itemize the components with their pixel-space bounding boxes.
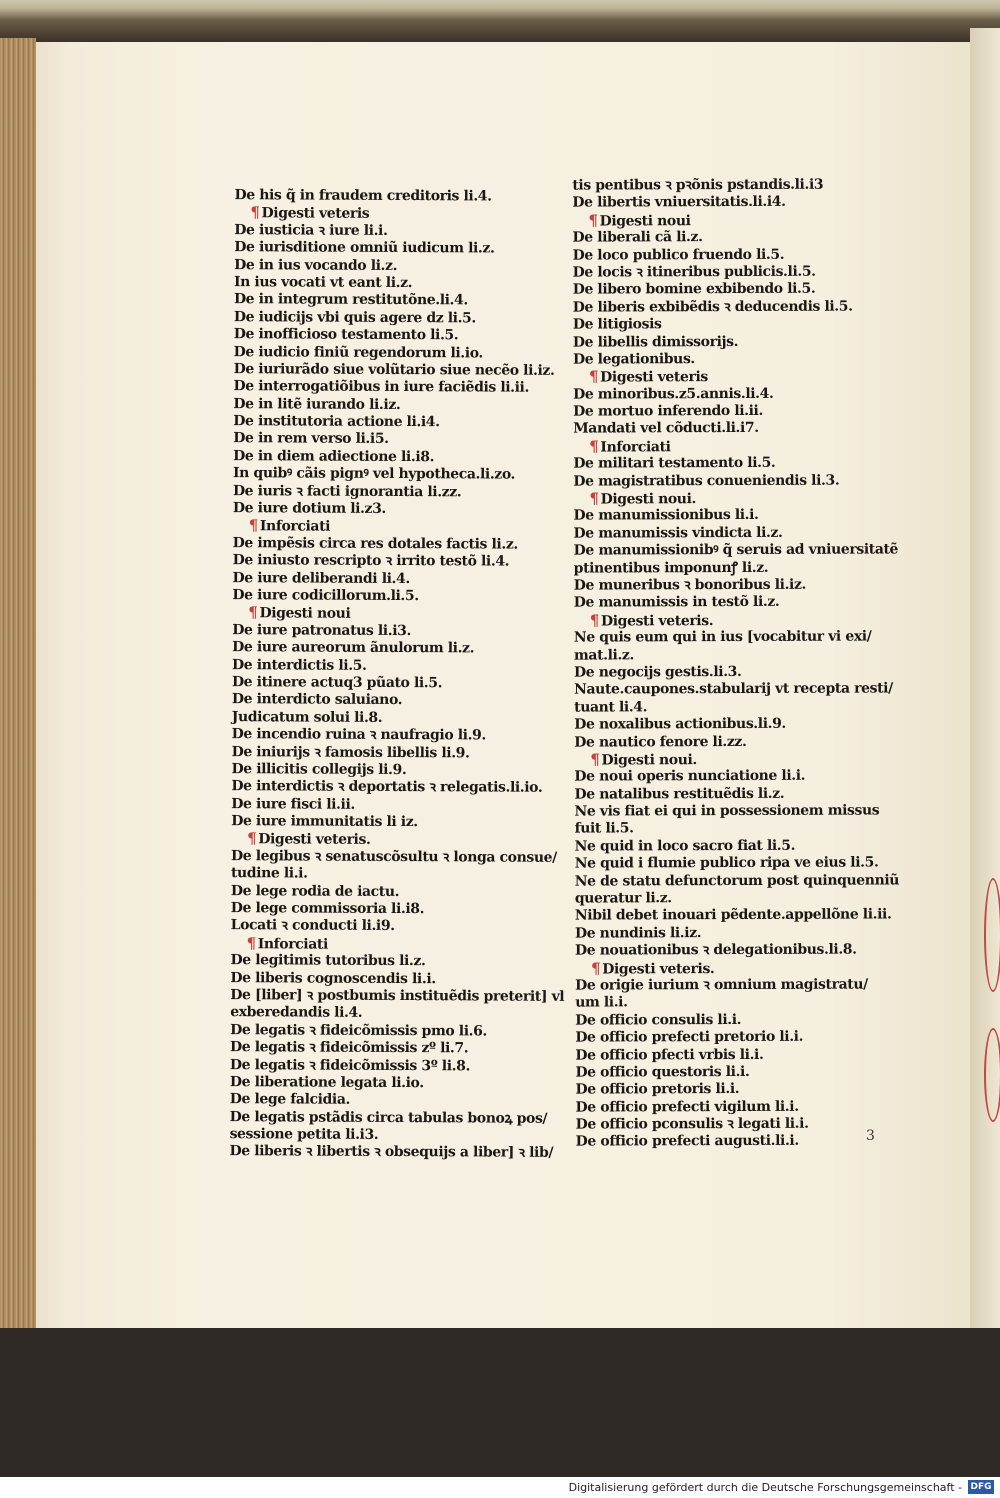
index-entry bbox=[574, 785, 899, 804]
entry-text: De iure fisci li.ii. bbox=[231, 795, 355, 813]
entry-text: De nouationibus ꝛ delegationibus.li.8. bbox=[574, 941, 857, 959]
index-entry bbox=[234, 187, 568, 206]
dfg-logo: DFG bbox=[968, 1480, 994, 1494]
book-top-edge bbox=[0, 0, 1000, 42]
entry-text: Digesti veteris. bbox=[600, 612, 714, 630]
index-entry bbox=[234, 257, 568, 276]
index-entry bbox=[232, 674, 566, 693]
index-entry bbox=[572, 176, 897, 195]
index-entry bbox=[575, 1029, 900, 1048]
index-entry bbox=[233, 500, 567, 519]
index-entry bbox=[234, 344, 568, 363]
entry-text: De noui operis nunciatione li.i. bbox=[574, 768, 806, 785]
index-entry bbox=[232, 570, 566, 589]
index-entry bbox=[574, 646, 899, 665]
index-entry bbox=[574, 524, 899, 543]
entry-text: um li.i. bbox=[575, 994, 628, 1011]
entry-text: De iure dotium li.z3. bbox=[232, 500, 386, 517]
entry-text: De [liber] ꝛ postbumis instituẽdis preterit] vl bbox=[230, 987, 565, 1005]
entry-text: De institutoria actione li.i4. bbox=[233, 413, 440, 431]
index-entry bbox=[232, 639, 566, 658]
section-heading bbox=[573, 368, 898, 387]
index-entry bbox=[230, 970, 564, 989]
index-entry bbox=[229, 1144, 563, 1163]
index-entry bbox=[573, 350, 898, 369]
index-entry bbox=[232, 622, 566, 641]
entry-text: In quibꝰ cãis pignꝰ vel hypotheca.li.zo. bbox=[233, 465, 516, 483]
index-entry bbox=[233, 396, 567, 415]
entry-text: De iuriurãdo siue volũtario siue necẽo li.iz. bbox=[233, 361, 555, 379]
index-entry bbox=[231, 761, 565, 780]
entry-text: sessione petita li.i3. bbox=[229, 1126, 379, 1143]
index-entry bbox=[230, 1126, 564, 1145]
rubric-paragraph-icon: ¶ bbox=[246, 934, 256, 953]
index-entry bbox=[573, 403, 898, 422]
entry-text: De nundinis li.iz. bbox=[574, 924, 702, 942]
index-entry bbox=[233, 413, 567, 432]
red-initial-fragment bbox=[984, 878, 1000, 992]
entry-text: Inforciati bbox=[259, 518, 331, 536]
entry-text: De natalibus restituẽdis li.z. bbox=[574, 785, 785, 803]
index-entry bbox=[574, 594, 899, 613]
entry-text: De legibus ꝛ senatuscõsultu ꝛ longa consue/ bbox=[231, 847, 557, 866]
index-entry bbox=[234, 309, 568, 328]
entry-text: De in rem verso li.i5. bbox=[233, 430, 389, 448]
index-entry bbox=[231, 848, 565, 867]
index-entry bbox=[230, 987, 564, 1006]
entry-text: De legatis ꝛ fideicõmissis 3º li.8. bbox=[229, 1056, 470, 1074]
entry-text: De liberis ꝛ libertis ꝛ obsequijs a liber] ꝛ lib/ bbox=[229, 1143, 554, 1162]
entry-text: exberedandis li.4. bbox=[230, 1004, 363, 1022]
entry-text: De iure aureorum ãnulorum li.z. bbox=[232, 639, 475, 657]
index-entry bbox=[230, 1022, 564, 1041]
section-heading bbox=[231, 831, 565, 850]
entry-text: In ius vocati vt eant li.z. bbox=[234, 274, 413, 292]
signature-mark: 3 bbox=[866, 1128, 875, 1144]
entry-text: Digesti veteris. bbox=[258, 831, 371, 849]
entry-text: De liberis exbibẽdis ꝛ deducendis li.5. bbox=[572, 298, 853, 316]
entry-text: De interdicto saluiano. bbox=[231, 691, 403, 709]
index-entry bbox=[575, 994, 900, 1013]
digitization-footer bbox=[0, 1477, 1000, 1498]
section-heading bbox=[573, 489, 898, 508]
rubric-paragraph-icon: ¶ bbox=[589, 437, 599, 456]
index-entry bbox=[575, 1011, 900, 1030]
entry-text: mat.li.z. bbox=[573, 646, 634, 664]
index-entry bbox=[574, 576, 899, 595]
entry-text: De incendio ruina ꝛ naufragio li.9. bbox=[231, 726, 486, 744]
entry-text: De libero bomine exbibendo li.5. bbox=[572, 281, 816, 298]
entry-text: De officio prefecti augusti.li.i. bbox=[575, 1133, 799, 1151]
entry-text: De iudicio finiũ regendorum li.io. bbox=[233, 343, 483, 361]
index-entry bbox=[574, 681, 899, 700]
entry-text: tuant li.4. bbox=[574, 699, 648, 716]
index-entry bbox=[230, 1074, 564, 1093]
entry-text: Digesti noui. bbox=[601, 752, 697, 769]
entry-text: Digesti veteris bbox=[600, 369, 708, 386]
entry-text: De iniurijs ꝛ famosis libellis li.9. bbox=[231, 743, 470, 761]
index-entry bbox=[231, 900, 565, 919]
entry-text: tudine li.i. bbox=[230, 865, 308, 882]
entry-text: De officio pconsulis ꝛ legati li.i. bbox=[575, 1115, 809, 1133]
index-entry bbox=[230, 952, 564, 971]
index-entry bbox=[575, 942, 900, 961]
rubric-paragraph-icon: ¶ bbox=[247, 829, 257, 848]
index-entry bbox=[573, 472, 898, 491]
entry-text: De in diem adiectione li.i8. bbox=[233, 447, 435, 466]
entry-text: De iudicijs vbi quis agere dz li.5. bbox=[233, 308, 476, 327]
index-entry bbox=[575, 976, 900, 995]
entry-text: De interrogatiõibus in iure faciẽdis li.ii. bbox=[233, 378, 530, 396]
index-entry bbox=[230, 1004, 564, 1023]
index-entry bbox=[233, 448, 567, 467]
index-entry bbox=[575, 889, 900, 908]
entry-text: De locis ꝛ itineribus publicis.li.5. bbox=[572, 263, 816, 281]
index-entry bbox=[574, 629, 899, 648]
entry-text: De in integrum restitutõne.li.4. bbox=[233, 291, 468, 309]
entry-text: Naute.caupones.stabularij vt recepta resti/ bbox=[574, 680, 893, 698]
index-entry bbox=[574, 698, 899, 717]
entry-text: Ne quid in loco sacro fiat li.5. bbox=[574, 837, 796, 855]
entry-text: De loco publico fruendo li.5. bbox=[572, 246, 785, 264]
index-entry bbox=[233, 465, 567, 484]
rubric-paragraph-icon: ¶ bbox=[589, 489, 599, 508]
entry-text: De officio prefecti pretorio li.i. bbox=[575, 1028, 804, 1046]
entry-text: De liberatione legata li.io. bbox=[229, 1074, 424, 1092]
index-entry bbox=[573, 298, 898, 317]
entry-text: De libellis dimissorijs. bbox=[572, 333, 739, 351]
entry-text: Nibil debet inouari pẽdente.appellõne li.ii. bbox=[574, 906, 892, 924]
index-entry bbox=[573, 455, 898, 474]
entry-text: De minoribus.z5.annis.li.4. bbox=[573, 385, 774, 403]
index-entry bbox=[232, 709, 566, 728]
entry-text: De iurisditione omniũ iudicum li.z. bbox=[234, 239, 495, 257]
entry-text: De lege rodia de iactu. bbox=[230, 882, 400, 900]
entry-text: De lege falcidia. bbox=[229, 1091, 351, 1109]
index-entry bbox=[231, 865, 565, 884]
index-entry bbox=[573, 263, 898, 282]
entry-text: De officio pfecti vrbis li.i. bbox=[575, 1046, 764, 1064]
footer-credit: Digitalisierung gefördert durch die Deutsche Forschungsgemeinschaft - bbox=[568, 1481, 962, 1494]
index-entry bbox=[231, 813, 565, 832]
index-entry bbox=[234, 291, 568, 310]
index-entry bbox=[575, 924, 900, 943]
entry-text: De manumissionibꝰ q̃ seruis ad vniuersitatẽ bbox=[573, 541, 899, 559]
entry-text: De origie iurium ꝛ omnium magistratu/ bbox=[575, 976, 868, 994]
index-entry bbox=[573, 333, 898, 352]
entry-text: Digesti noui. bbox=[600, 491, 696, 508]
index-entry bbox=[231, 796, 565, 815]
index-entry bbox=[233, 483, 567, 502]
index-entry bbox=[232, 744, 566, 763]
rubric-paragraph-icon: ¶ bbox=[248, 603, 258, 622]
entry-text: De officio prefecti vigilum li.i. bbox=[575, 1098, 799, 1116]
entry-text: Ne de statu defunctorum post quinquenniũ bbox=[574, 872, 900, 890]
section-heading bbox=[233, 518, 567, 537]
index-entry bbox=[575, 855, 900, 874]
entry-text: De itinere actuq3 pũato li.5. bbox=[231, 674, 443, 692]
index-entry bbox=[234, 222, 568, 241]
entry-text: De iure immunitatis li iz. bbox=[231, 813, 418, 831]
index-entry bbox=[574, 559, 899, 578]
entry-text: tis pentibus ꝛ pꝛõnis pstandis.li.i3 bbox=[572, 176, 824, 194]
rubric-paragraph-icon: ¶ bbox=[590, 750, 600, 769]
entry-text: De legitimis tutoribus li.z. bbox=[230, 952, 426, 970]
index-entry bbox=[575, 1063, 900, 1082]
entry-text: De in litẽ iurando li.iz. bbox=[233, 395, 401, 413]
index-entry bbox=[572, 194, 897, 213]
entry-text: De manumissionibus li.i. bbox=[573, 507, 759, 524]
entry-text: De magistratibus conueniendis li.3. bbox=[573, 472, 840, 490]
section-heading bbox=[574, 750, 899, 769]
index-entry bbox=[576, 1098, 901, 1117]
entry-text: De negocijs gestis.li.3. bbox=[574, 663, 742, 681]
entry-text: De liberis cognoscendis li.i. bbox=[230, 969, 436, 987]
index-entry bbox=[233, 535, 567, 554]
entry-text: De nautico fenore li.zz. bbox=[574, 733, 747, 751]
entry-text: De illicitis collegijs li.9. bbox=[231, 761, 407, 778]
entry-text: De iure codicillorum.li.5. bbox=[232, 587, 419, 605]
entry-text: De interdictis ꝛ deportatis ꝛ relegatis.li.io. bbox=[231, 778, 543, 797]
index-entry bbox=[573, 281, 898, 300]
section-heading bbox=[575, 959, 900, 978]
entry-text: De muneribus ꝛ bonoribus li.iz. bbox=[573, 576, 807, 594]
index-entry bbox=[231, 918, 565, 937]
scan-background bbox=[0, 1328, 1000, 1477]
index-entry bbox=[234, 274, 568, 293]
entry-text: De litigiosis bbox=[572, 316, 662, 333]
rubric-paragraph-icon: ¶ bbox=[591, 959, 601, 978]
entry-text: De iure patronatus li.i3. bbox=[232, 621, 411, 639]
entry-text: Digesti noui bbox=[599, 212, 691, 230]
index-entry bbox=[232, 726, 566, 745]
entry-text: De iniusto rescripto ꝛ irrito testõ li.4. bbox=[232, 552, 510, 570]
entry-text: De manumissis vindicta li.z. bbox=[573, 524, 783, 542]
index-entry bbox=[576, 1133, 901, 1152]
rubric-paragraph-icon: ¶ bbox=[250, 203, 260, 222]
entry-text: De officio questoris li.i. bbox=[575, 1063, 750, 1081]
entry-text: De manumissis in testõ li.z. bbox=[573, 594, 780, 611]
index-entry bbox=[574, 768, 899, 787]
index-entry bbox=[232, 657, 566, 676]
index-entry bbox=[575, 1046, 900, 1065]
entry-text: De officio pretoris li.i. bbox=[575, 1081, 740, 1098]
entry-text: De mortuo inferendo li.ii. bbox=[573, 402, 763, 420]
entry-text: Digesti veteris. bbox=[602, 960, 715, 978]
entry-text: Digesti veteris bbox=[261, 205, 370, 223]
index-entry bbox=[575, 907, 900, 926]
index-entry bbox=[574, 802, 899, 821]
index-entry bbox=[573, 507, 898, 526]
index-entry bbox=[231, 778, 565, 797]
index-entry bbox=[575, 820, 900, 839]
entry-text: De his q̃ in fraudem creditoris li.4. bbox=[234, 187, 492, 205]
entry-text: De iure deliberandi li.4. bbox=[232, 569, 410, 587]
rubric-paragraph-icon: ¶ bbox=[588, 367, 599, 386]
index-entry bbox=[233, 552, 567, 571]
entry-text: De legatis ꝛ fideicõmissis zº li.7. bbox=[230, 1039, 469, 1057]
rubric-paragraph-icon: ¶ bbox=[248, 516, 258, 535]
index-entry bbox=[232, 587, 566, 606]
index-entry bbox=[573, 246, 898, 265]
entry-text: De in ius vocando li.z. bbox=[234, 256, 398, 274]
entry-text: De noxalibus actionibus.li.9. bbox=[574, 715, 786, 733]
index-entry bbox=[230, 1057, 564, 1076]
entry-text: Judicatum solui li.8. bbox=[231, 708, 383, 726]
entry-text: Ne quis eum qui in ius [vocabitur vi exi/ bbox=[573, 628, 872, 646]
index-entry bbox=[573, 385, 898, 404]
entry-text: ptinentibus imponunꝭ li.z. bbox=[573, 559, 769, 577]
index-entry bbox=[234, 361, 568, 380]
entry-text: Inforciati bbox=[600, 439, 671, 456]
entry-text: De legationibus. bbox=[572, 351, 695, 368]
entry-text: De impẽsis circa res dotales factis li.z. bbox=[232, 534, 518, 553]
entry-text: queratur li.z. bbox=[574, 890, 672, 907]
entry-text: De inofficioso testamento li.5. bbox=[233, 326, 459, 344]
index-entry bbox=[575, 837, 900, 856]
rubric-paragraph-icon: ¶ bbox=[588, 211, 598, 230]
section-heading bbox=[573, 437, 898, 456]
page-stack-edge bbox=[0, 38, 36, 1328]
entry-text: Locati ꝛ conducti li.i9. bbox=[230, 917, 395, 935]
entry-text: De iuris ꝛ facti ignorantia li.zz. bbox=[232, 482, 462, 500]
section-heading bbox=[574, 611, 899, 630]
section-heading bbox=[231, 935, 565, 954]
index-entry bbox=[574, 716, 899, 735]
entry-text: Ne vis fiat ei qui in possessionem missus bbox=[574, 802, 880, 820]
section-heading bbox=[234, 205, 568, 224]
index-column-left bbox=[229, 187, 568, 1163]
index-entry bbox=[573, 316, 898, 335]
entry-text: De iusticia ꝛ iure li.i. bbox=[234, 221, 388, 239]
index-entry bbox=[230, 1109, 564, 1128]
entry-text: Digesti noui bbox=[259, 605, 351, 623]
index-column-right bbox=[572, 176, 900, 1151]
index-entry bbox=[232, 691, 566, 710]
entry-text: De libertis vniuersitatis.li.i4. bbox=[572, 194, 786, 211]
index-entry bbox=[574, 663, 899, 682]
section-heading bbox=[572, 211, 897, 230]
rubric-paragraph-icon: ¶ bbox=[589, 611, 600, 630]
facing-page-edge bbox=[970, 28, 1000, 1338]
index-entry bbox=[233, 431, 567, 450]
index-entry bbox=[573, 420, 898, 439]
index-entry bbox=[576, 1116, 901, 1135]
entry-text: De liberali cã li.z. bbox=[572, 229, 703, 246]
index-entry bbox=[230, 1039, 564, 1058]
index-entry bbox=[575, 1081, 900, 1100]
entry-text: De militari testamento li.5. bbox=[573, 455, 776, 472]
red-initial-fragment bbox=[984, 1028, 1000, 1122]
entry-text: De officio consulis li.i. bbox=[575, 1011, 742, 1029]
entry-text: De lege commissoria li.i8. bbox=[230, 900, 425, 918]
entry-text: De legatis pstãdis circa tabulas bonoꝝ pos/ bbox=[229, 1108, 548, 1127]
index-entry bbox=[574, 733, 899, 752]
index-entry bbox=[230, 1091, 564, 1110]
index-entry bbox=[234, 239, 568, 258]
index-entry bbox=[575, 872, 900, 891]
entry-text: Inforciati bbox=[257, 936, 328, 953]
index-entry bbox=[231, 883, 565, 902]
index-entry bbox=[574, 542, 899, 561]
index-entry bbox=[572, 229, 897, 248]
entry-text: fuit li.5. bbox=[574, 820, 634, 838]
entry-text: Ne quid i flumie publico ripa ve eius li.5. bbox=[574, 854, 879, 872]
index-entry bbox=[234, 326, 568, 345]
entry-text: De legatis ꝛ fideicõmissis pmo li.6. bbox=[230, 1021, 487, 1040]
entry-text: De interdictis li.5. bbox=[232, 656, 367, 674]
entry-text: Mandati vel cõducti.li.i7. bbox=[573, 420, 759, 438]
index-entry bbox=[233, 378, 567, 397]
section-heading bbox=[232, 605, 566, 624]
